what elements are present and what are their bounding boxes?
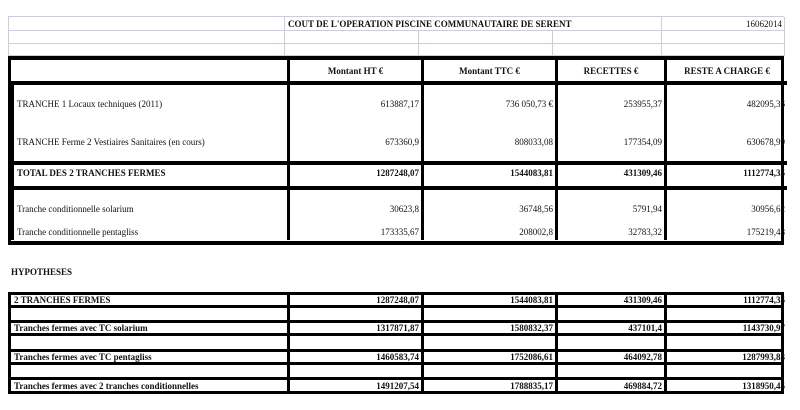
row-label: Tranche conditionnelle pentagliss xyxy=(17,227,139,237)
cell: 30623,8 xyxy=(389,204,419,214)
cell: 1318950,45 xyxy=(664,380,787,391)
cell: 1287993,83 xyxy=(664,352,787,362)
cell: 253955,37 xyxy=(623,99,662,109)
cell: 5791,94 xyxy=(632,204,662,214)
cell: 431309,46 xyxy=(555,295,664,305)
cell: 1752086,61 xyxy=(421,352,555,362)
sheet-date: 16062014 xyxy=(662,17,785,31)
row-label: TRANCHE 1 Locaux techniques (2011) xyxy=(17,99,163,109)
cell: 1544083,81 xyxy=(421,295,555,305)
cell: 1112774,35 xyxy=(664,295,787,305)
cell: 177354,09 xyxy=(623,137,662,147)
cell: 1317871,87 xyxy=(287,323,421,333)
row-label: Tranches fermes avec TC pentagliss xyxy=(14,352,152,362)
cell: 482095,36 xyxy=(746,99,785,109)
cell: 613887,17 xyxy=(380,99,419,109)
spacer-row xyxy=(8,336,784,349)
cell: 173335,67 xyxy=(380,227,419,237)
total-cell: 1112774,35 xyxy=(664,165,787,190)
total-cell: 431309,46 xyxy=(555,165,664,190)
cell: 1143730,97 xyxy=(664,323,787,333)
hypothesis-row xyxy=(8,349,784,365)
cell: 673360,9 xyxy=(385,137,419,147)
row-label: Tranche conditionnelle solarium xyxy=(17,204,134,214)
sheet-title: COUT DE L'OPERATION PISCINE COMMUNAUTAIRE DE SERENT xyxy=(285,17,662,31)
cell: 1287248,07 xyxy=(287,295,421,305)
cell: 464092,78 xyxy=(555,352,664,362)
cell: 469884,72 xyxy=(555,380,664,391)
cell: 1788835,17 xyxy=(421,380,555,391)
row-label: TRANCHE Ferme 2 Vestiaires Sanitaires (en cours) xyxy=(17,137,205,147)
cell: 630678,99 xyxy=(746,137,785,147)
hypotheses-heading: HYPOTHESES xyxy=(11,267,73,277)
header-montant-ttc: Montant TTC € xyxy=(421,60,555,85)
total-label: TOTAL DES 2 TRANCHES FERMES xyxy=(11,165,287,190)
total-cell: 1544083,81 xyxy=(421,165,555,190)
cell: 1491207,54 xyxy=(287,380,421,391)
cell: 30956,62 xyxy=(751,204,785,214)
header-montant-ht: Montant HT € xyxy=(287,60,421,85)
cell: 1580832,37 xyxy=(421,323,555,333)
cost-table xyxy=(8,56,784,245)
cell: 36748,56 xyxy=(519,204,553,214)
cell: 32783,32 xyxy=(628,227,662,237)
cell: 736 050,73 € xyxy=(505,99,553,109)
cell: 437101,4 xyxy=(555,323,664,333)
hypothesis-row xyxy=(8,377,784,394)
hypothesis-row xyxy=(8,320,784,336)
cell: 1460583,74 xyxy=(287,352,421,362)
row-label: Tranches fermes avec TC solarium xyxy=(14,323,148,333)
hypothesis-row xyxy=(8,292,784,308)
title-grid xyxy=(8,16,784,56)
cell: 808033,08 xyxy=(514,137,553,147)
spacer-row xyxy=(8,365,784,377)
cell: 208002,8 xyxy=(519,227,553,237)
header-reste-a-charge: RESTE A CHARGE € xyxy=(664,60,787,85)
cell: 175219,48 xyxy=(746,227,785,237)
row-label: 2 TRANCHES FERMES xyxy=(14,295,111,305)
row-label: Tranches fermes avec 2 tranches conditionnelles xyxy=(14,380,199,391)
total-cell: 1287248,07 xyxy=(287,165,421,190)
header-recettes: RECETTES € xyxy=(555,60,664,85)
spacer-row xyxy=(8,308,784,320)
